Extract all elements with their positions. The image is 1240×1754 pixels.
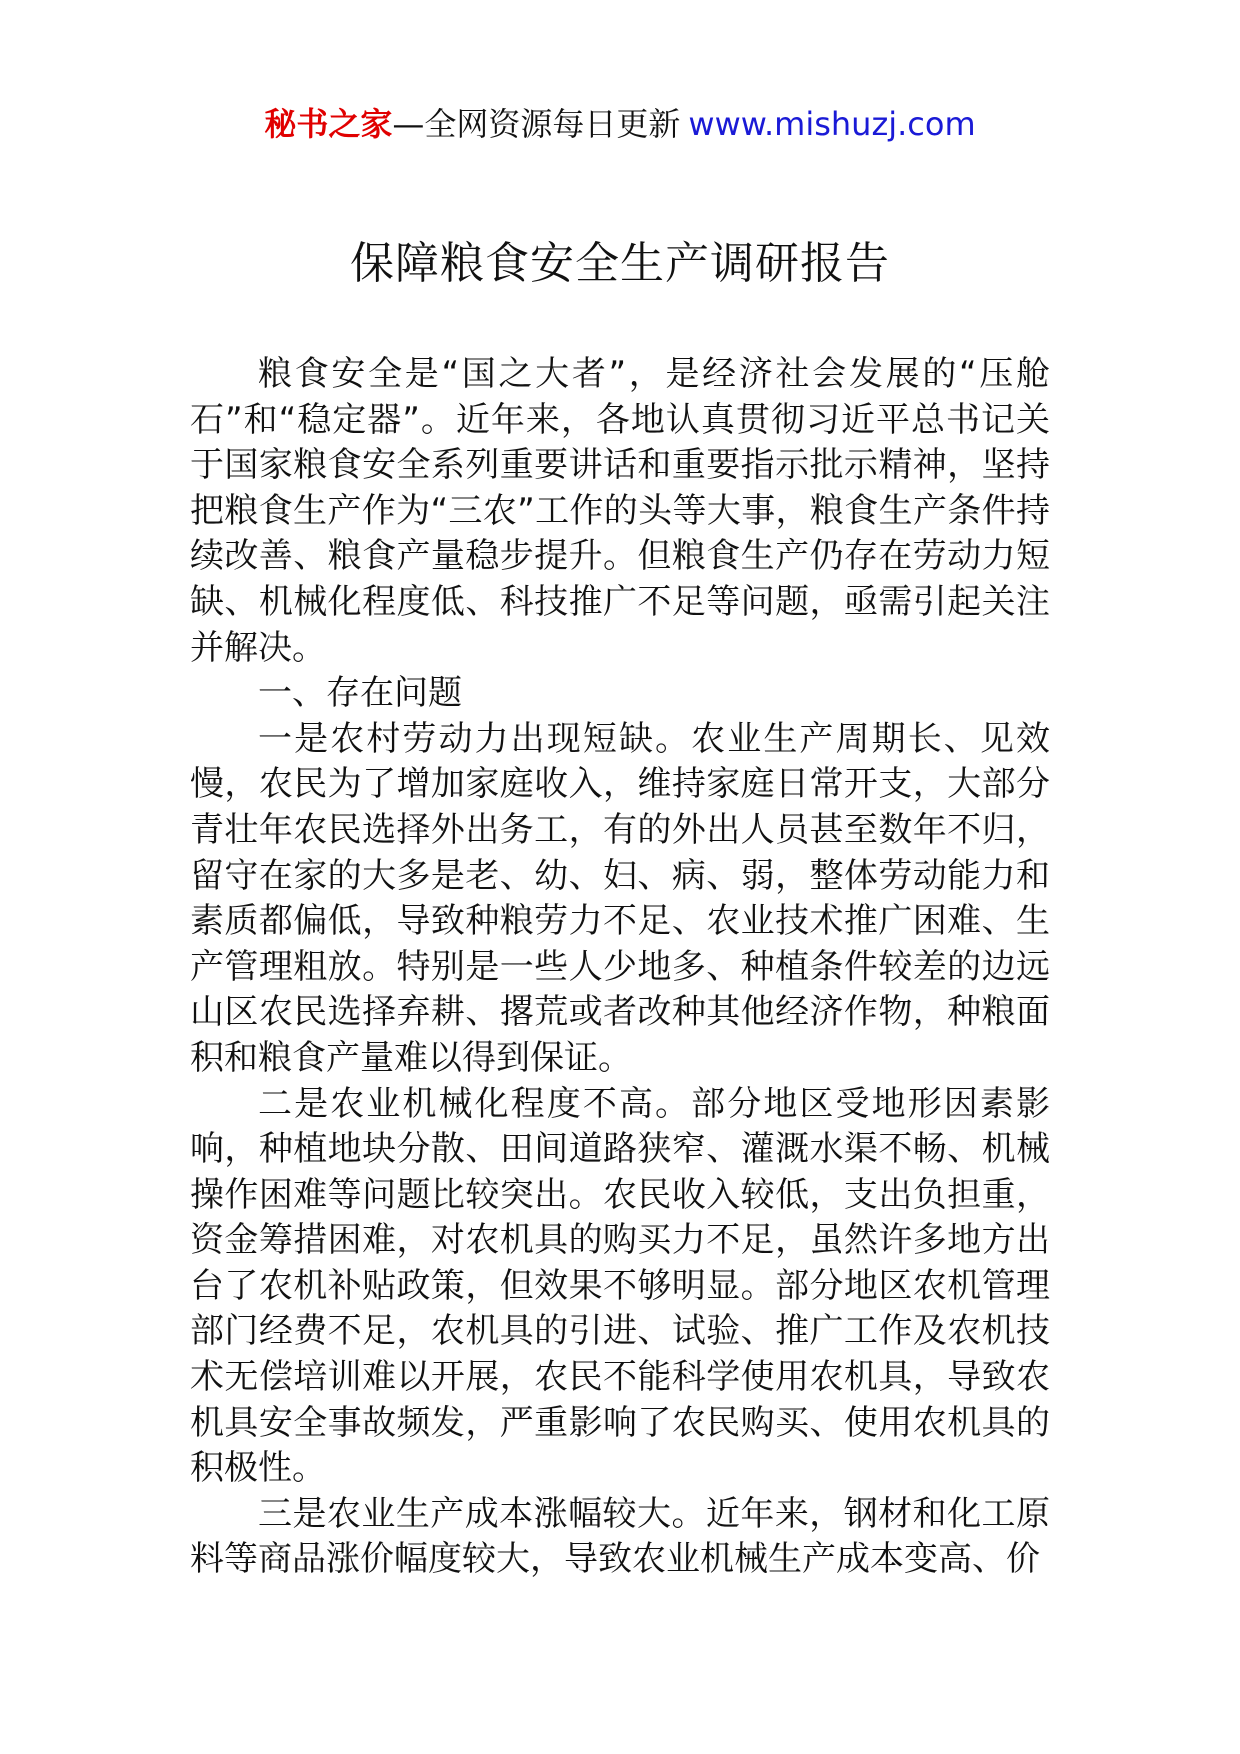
site-header [0, 104, 1240, 144]
site-url-link[interactable]: www.mishuzj.com [688, 105, 976, 143]
brand-name: 秘书之家 [264, 105, 393, 143]
body-paragraph: 三是农业生产成本涨幅较大。近年来，钢材和化工原料等商品涨价幅度较大，导致农业机械生产成本变高、价 [190, 1493, 1050, 1580]
intro-paragraph: 粮食安全是“国之大者”，是经济社会发展的“压舱石”和“稳定器”。近年来，各地认真贯彻习近平总书记关于国家粮食安全系列重要讲话和重要指示批示精神，坚持把粮食生产作为“三农”工作的头等大事，粮食生产条件持续改善、粮食产量稳步提升。但粮食生产仍存在劳动力短缺、机械化程度低、科技推广不足等问题，亟需引起关注并解决。 [190, 354, 1050, 668]
body-paragraph: 一是农村劳动力出现短缺。农业生产周期长、见效慢，农民为了增加家庭收入，维持家庭日常开支，大部分青壮年农民选择外出务工，有的外出人员甚至数年不归，留守在家的大多是老、幼、妇、病、弱，整体劳动能力和素质都偏低，导致种粮劳力不足、农业技术推广困难、生产管理粗放。特别是一些人少地多、种植条件较差的边远山区农民选择弃耕、撂荒或者改种其他经济作物，种粮面积和粮食产量难以得到保证。 [190, 718, 1050, 1078]
document-title: 保障粮食安全生产调研报告 [350, 238, 890, 289]
header-slogan: —全网资源每日更新 [392, 105, 681, 143]
body-paragraph: 二是农业机械化程度不高。部分地区受地形因素影响，种植地块分散、田间道路狭窄、灌溉水渠不畅、机械操作困难等问题比较突出。农民收入较低，支出负担重，资金筹措困难，对农机具的购买力不足，虽然许多地方出台了农机补贴政策，但效果不够明显。部分地区农机管理部门经费不足，农机具的引进、试验、推广工作及农机技术无偿培训难以开展，农民不能科学使用农机具，导致农机具安全事故频发，严重影响了农民购买、使用农机具的积极性。 [190, 1083, 1050, 1489]
section-heading: 一、存在问题 [258, 673, 462, 714]
document-body [190, 352, 1050, 1583]
